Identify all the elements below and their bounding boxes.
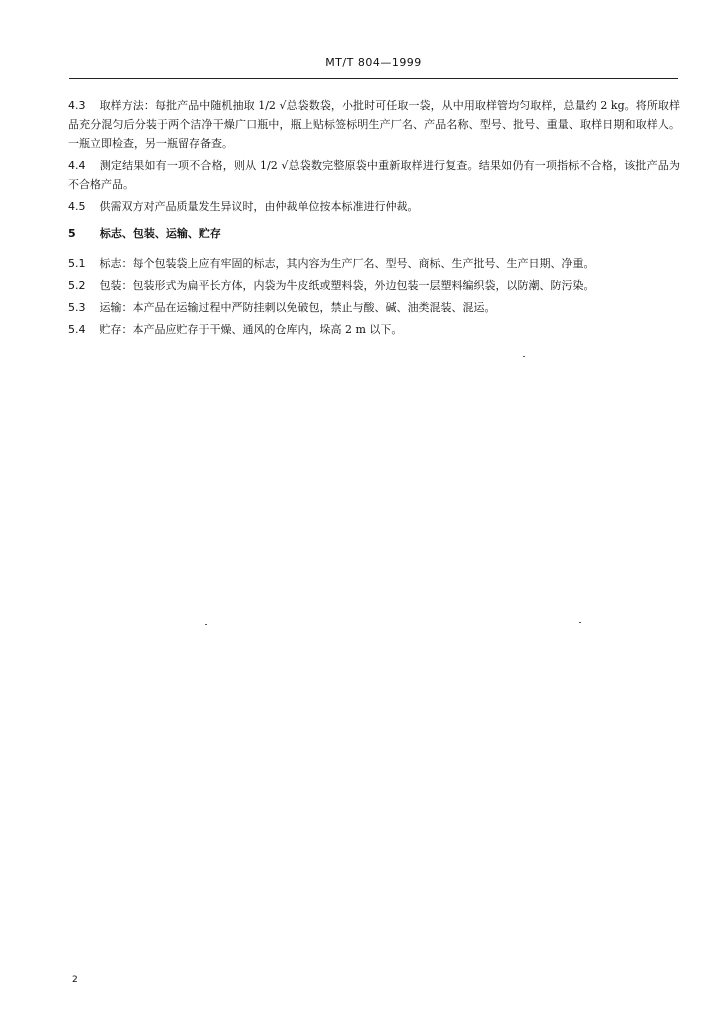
clause-text: 贮存：本产品应贮存于干燥、通风的仓库内，垛高 2 m 以下。 [99,323,403,336]
clause-text: 运输：本产品在运输过程中严防挂刺以免破包，禁止与酸、碱、油类混装、混运。 [99,301,496,314]
scan-speck [523,356,525,357]
section-heading [68,224,680,243]
clause-number: 4.3 [68,99,86,112]
clause-text: 供需双方对产品质量发生异议时，由仲裁单位按本标准进行仲裁。 [99,200,419,213]
clause-5-4 [68,320,680,339]
document-body [68,96,680,342]
clause-text: 包装：包装形式为扁平长方体，内袋为牛皮纸或塑料袋，外边包装一层塑料编织袋，以防潮、防污染。 [99,279,595,292]
page-header [69,56,678,79]
clause-number: 5.1 [68,257,86,270]
clause-4-4 [68,156,680,194]
clause-5-2 [68,276,680,295]
section-number: 5 [68,227,76,240]
clause-4-5 [68,197,680,216]
clause-5-1 [68,254,680,273]
clause-4-3 [68,96,680,153]
clause-text: 测定结果如有一项不合格，则从 1/2 √总袋数完整原袋中重新取样进行复查。结果如仍有一项指标不合格，该批产品为不合格产品。 [68,159,680,191]
clause-text: 取样方法：每批产品中随机抽取 1/2 √总袋数袋，小批时可任取一袋，从中用取样管均匀取样，总量约 2 kg。将所取样品充分混匀后分装于两个洁净干燥广口瓶中，瓶上贴标签标明生产厂名、产品名称、型号、批号、重量、取样日期和取样人。一瓶立即检查，另一瓶留存备查。 [68,99,680,150]
clause-5-3 [68,298,680,317]
clause-number: 5.3 [68,301,86,314]
scan-speck [579,622,581,623]
standard-code: MT/T 804—1999 [325,56,422,69]
clause-number: 4.4 [68,159,86,172]
section-title: 标志、包装、运输、贮存 [99,227,221,240]
clause-number: 4.5 [68,200,86,213]
clause-text: 标志：每个包装袋上应有牢固的标志，其内容为生产厂名、型号、商标、生产批号、生产日期、净重。 [99,257,595,270]
clause-number: 5.2 [68,279,86,292]
clause-number: 5.4 [68,323,86,336]
page-number: 2 [72,975,78,985]
scan-speck [205,624,207,625]
